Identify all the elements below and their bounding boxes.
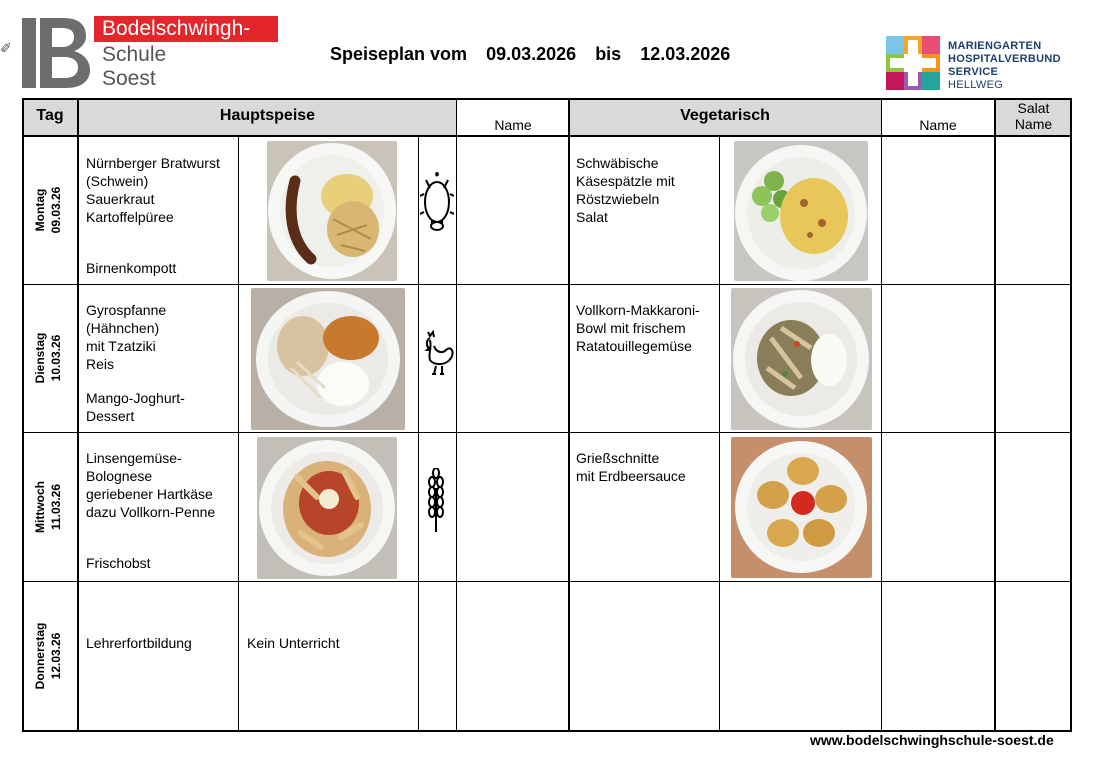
pig-icon: [420, 172, 454, 234]
dessert-text: Birnenkompott: [86, 260, 177, 276]
grid-line: [77, 98, 79, 732]
grid-line: [418, 136, 419, 732]
grid-line: [22, 135, 1072, 137]
day-date: 09.03.26: [49, 186, 63, 234]
day-label-donnerstag: [32, 581, 68, 731]
dish-photo-makkaroni-bowl: [731, 288, 872, 430]
wheat-icon: [425, 468, 447, 534]
title-mid: bis: [595, 44, 622, 64]
title-prefix: Speiseplan vom: [330, 44, 468, 64]
day-name: Dienstag: [33, 332, 47, 384]
dish-photo-gyrospfanne: [251, 288, 405, 430]
day-date: 12.03.26: [49, 632, 63, 680]
grid-line: [1070, 98, 1072, 732]
page-title: [330, 44, 744, 65]
main-dish-text: Linsengemüse- Bolognese geriebener Hartkäse dazu Vollkorn-Penne: [86, 450, 216, 520]
grid-line: [22, 581, 1072, 582]
scribble-mark: ✐: [0, 40, 12, 56]
veg-dish-text: Vollkorn-Makkaroni- Bowl mit frischem Ratatouillegemüse: [576, 302, 700, 354]
day-name: Donnerstag: [33, 622, 47, 690]
dish-photo-griessschnitte: [731, 437, 872, 578]
day-date: 11.03.26: [49, 483, 63, 531]
footer-url[interactable]: www.bodelschwinghschule-soest.de: [810, 732, 1054, 748]
grid-line: [22, 98, 1072, 100]
partner-logo-line1: MARIENGARTEN: [948, 40, 1042, 52]
grid-line: [881, 98, 882, 732]
grid-line: [22, 98, 24, 732]
veg-dish-text: Grießschnitte mit Erdbeersauce: [576, 450, 686, 484]
day-date: 10.03.26: [49, 334, 63, 382]
main-dish-text: Lehrerfortbildung: [86, 635, 192, 651]
day-label-mittwoch: [32, 432, 68, 582]
partner-logo-line4: HELLWEG: [948, 79, 1004, 91]
header-tag: Tag: [36, 107, 64, 124]
partner-logo-line3: SERVICE: [948, 66, 999, 78]
header-name-main: Name: [494, 117, 532, 133]
school-logo-b-icon: [22, 16, 94, 90]
main-dish-text: Gyrospfanne (Hähnchen) mit Tzatziki Reis: [86, 302, 167, 372]
grid-line: [719, 136, 720, 732]
school-logo-line2: Schule: [102, 43, 167, 66]
day-label-montag: [32, 135, 68, 285]
day-name: Mittwoch: [33, 481, 47, 533]
grid-line: [994, 98, 996, 732]
school-logo-line1: Bodelschwingh-: [94, 16, 278, 42]
partner-logo: [886, 36, 1086, 92]
note-text: Kein Unterricht: [247, 635, 340, 651]
partner-logo-text: [948, 40, 1061, 92]
header-hauptspeise: Hauptspeise: [219, 107, 316, 124]
school-logo: [22, 16, 278, 90]
day-label-dienstag: [32, 283, 68, 433]
day-name: Montag: [33, 188, 47, 232]
dish-photo-bratwurst: [267, 141, 397, 281]
dessert-text: Frischobst: [86, 555, 151, 571]
header-name-veg: Name: [919, 117, 957, 133]
partner-logo-line2: HOSPITALVERBUND: [948, 53, 1061, 65]
main-dish-text: Nürnberger Bratwurst (Schwein) Sauerkraut Kartoffelpüree: [86, 155, 220, 225]
grid-line: [238, 136, 239, 732]
grid-line: [22, 284, 1072, 285]
header-vegetarisch: Vegetarisch: [680, 107, 770, 124]
date-to: 12.03.2026: [640, 44, 731, 64]
dessert-text: Mango-Joghurt- Dessert: [86, 390, 185, 424]
grid-line: [22, 432, 1072, 433]
school-logo-line3: Soest: [102, 67, 156, 90]
veg-dish-text: Schwäbische Käsespätzle mit Röstzwiebeln Salat: [576, 155, 675, 225]
header-salat-name: Salat Name: [1014, 100, 1053, 132]
dish-photo-kaesespaetzle: [734, 141, 868, 281]
dish-photo-penne-bolognese: [257, 437, 397, 579]
date-from: 09.03.2026: [486, 44, 577, 64]
grid-line: [568, 98, 570, 732]
chicken-icon: [420, 328, 456, 378]
partner-logo-mark-icon: [886, 36, 940, 90]
menu-table: [22, 98, 1072, 732]
grid-line: [456, 98, 457, 732]
